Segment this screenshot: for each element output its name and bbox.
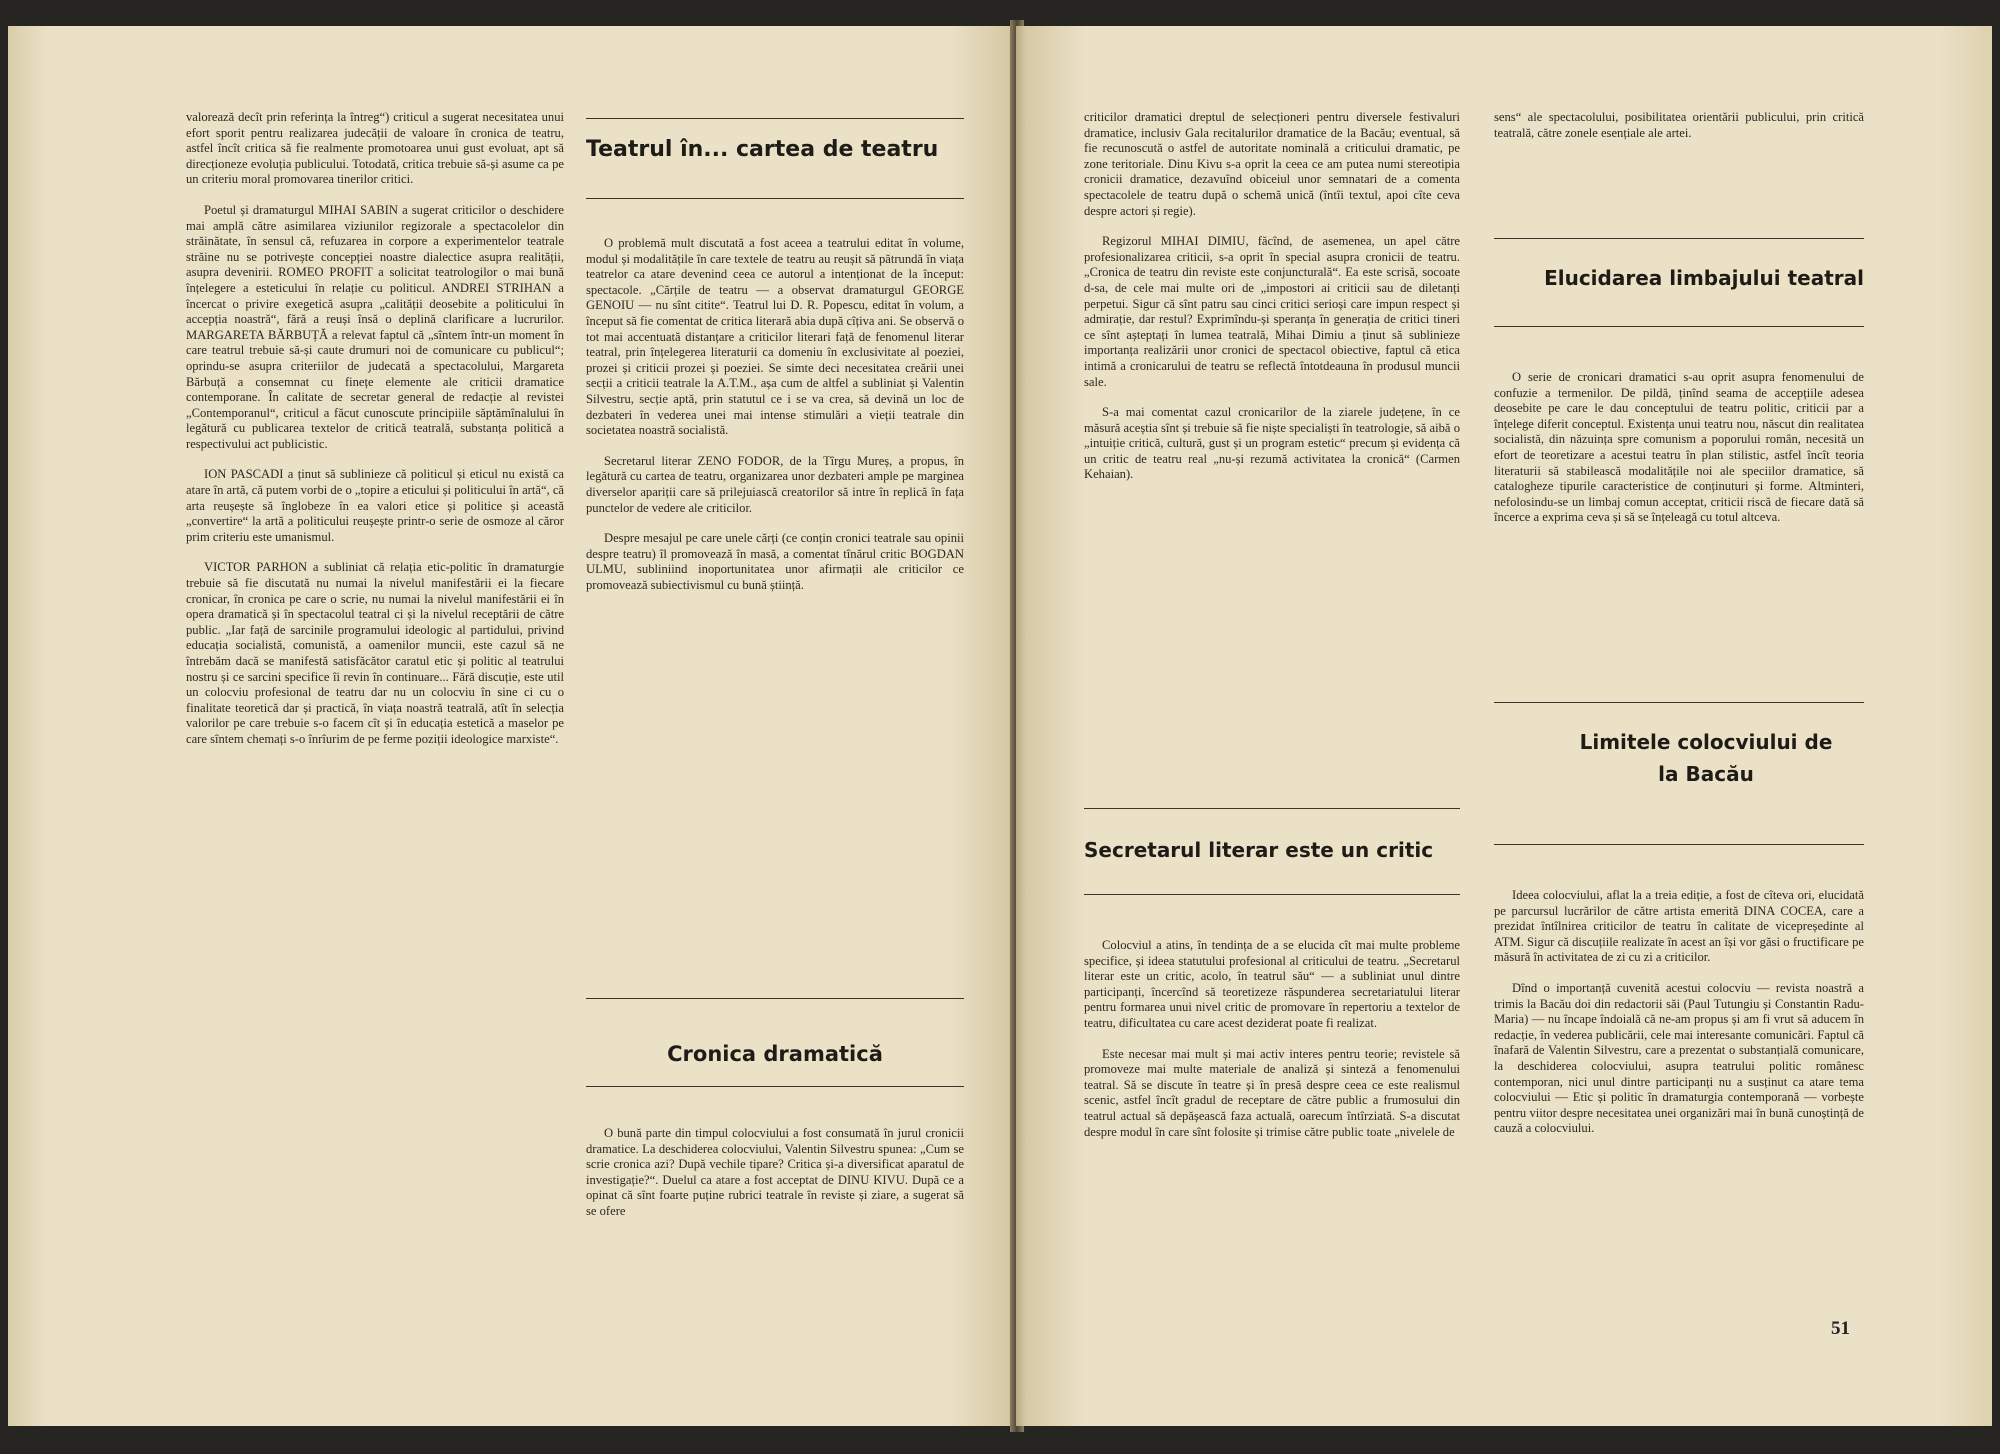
rule xyxy=(1084,894,1460,895)
paragraph: Poetul și dramaturgul MIHAI SABIN a sugerat criticilor o deschidere mai amplă către asimilarea viziunilor regizorale a spectacolelor din străinătate, în sensul că, refuzarea in corpore a experimentelor teatrale străine nu se potrivește concepției noastre dialectice asupra realității, asupra devenirii. ROMEO PROFIT a solicitat teatrologilor o mai bună înțelegere a esteticului în relație cu politicul. ANDREI STRIHAN a încercat o privire exegetică asupra „calității deosebite a politicului în accepția noastră“, fără a reuși însă o deplină clarificare a lucrurilor. MARGARETA BĂRBUȚĂ a relevat faptul că „sîntem într-un moment în care teatrul trebuie să-și caute drumuri noi de comunicare cu publicul“; oprindu-se asupra criteriilor de judecată a spectacolului, Margareta Bărbuță a consemnat cu finețe elemente ale criticii dramatice contemporane. În calitate de secretar general de redacție al revistei „Contemporanul“, criticul a făcut cunoscute principiile săptămînalului în legătură cu publicarea textelor de critică teatrală, substanța politică a respectivului act publicistic. xyxy=(186,202,564,451)
paragraph: Regizorul MIHAI DIMIU, făcînd, de asemenea, un apel către profesionalizarea criticii, s-a oprit în special asupra cronicii de teatru. „Cronica de teatru din reviste este conjuncturală“. Ea este scrisă, socoate d-sa, de cele mai multe ori de „impostori ai criticii sau de diletanți perpetui. Sigur că sînt patru sau cinci critici serioși care impun respect și admirație, dar restul? Exprimîndu-și speranța în generația de critici tineri ce sînt așteptați în lumea teatrală, Mihai Dimiu a ținut să sublinieze importanța realizării unor cronici de spectacol obiective, faptul că etica intimă a cronicarului de teatru se reflectă întotdeauna în produsul muncii sale. xyxy=(1084,234,1460,389)
column-2 xyxy=(586,236,964,608)
paragraph: Dînd o importanță cuvenită acestui colocviu — revista noastră a trimis la Bacău doi din redactorii săi (Paul Tutungiu și Constantin Radu-Maria) — nu încape îndoială că ne-am propus și am fi vrut să aducem în redacție, în vederea publicării, cele mai interesante comunicări. Faptul că înafară de Valentin Silvestru, care a prezentat o substanțială comunicare, la deschiderea colocviului, asupra teatrului politic românesc contemporan, nici unul dintre participanți nu a susținut ca atare tema colocviului — Etic și politic în dramaturgia contemporană — vorbește pentru viitor despre necesitatea unei organizări mai în bună cunoștință de cauză a colocviului. xyxy=(1494,980,1864,1136)
paragraph: VICTOR PARHON a subliniat că relația etic-politic în dramaturgie trebuie să fie discutată nu numai la nivelul manifestării ei la fiecare cronicar, în cronica pe care o scrie, nu numai la nivelul manifestării ei în opera dramatică și în spectacolul teatral ci și la nivelul receptării de către public. „Iar față de sarcinile programului ideologic al partidului, privind educația socialistă, comunistă, a oamenilor muncii, este cazul să ne întrebăm dacă se manifestă satisfăcător caratul etic și politic al teatrului nostru și ce sarcini specifice îi revin în continuare... Fără discuție, este util un colocviu profesional de teatru dar nu un colocviu în sine ci cu o finalitate teoretică dar și practică, în viața noastră teatrală, atît în selecția valorilor pe care trebuie s-o facem cît și în educația estetică a maselor pe care sîntem chemați s-o înrîurim de pe ferme poziții ideologice marxiste“. xyxy=(186,560,564,746)
paragraph: O problemă mult discutată a fost aceea a teatrului editat în volume, modul și modalitățile în care textele de teatru au reușit să pătrundă în viața teatrelor ca atare devenind ceea ce autorul a intenționat de la început: spectacole. „Cărțile de teatru — a observat dramaturgul GEORGE GENOIU — nu sînt citite“. Teatrul lui D. R. Popescu, editat în volum, a început să fie comentat de critica literară abia după cîțiva ani. Se observă o tot mai accentuată distanțare a criticilor literari față de fenomenul literar teatral, prin înțelegerea literaturii ca domeniu în exclusivitate al poeziei, prozei și criticii prozei și poeziei. Se simte deci necesitatea creării unei secții a criticii teatrale la A.T.M., așa cum de altfel a subliniat și Valentin Silvestru, secție aptă, prin statutul ce i se va crea, să devină un loc de dezbateri în vederea unei mai intense stimulări a vieții teatrale din societatea noastră socialistă. xyxy=(586,236,964,438)
heading-teatrul: Teatrul în... cartea de teatru xyxy=(586,137,939,162)
page-number: 51 xyxy=(1831,1318,1850,1339)
paragraph: Secretarul literar ZENO FODOR, de la Tîrgu Mureș, a propus, în legătură cu cartea de teatru, organizarea unor dezbateri ample pe marginea diverselor apariții care să prilejuiască creatorilor să intre în replică în fața punctelor de vedere ale criticilor. xyxy=(586,453,964,515)
rule xyxy=(586,998,964,999)
paragraph: Colocviul a atins, în tendința de a se elucida cît mai multe probleme specifice, și ideea statutului profesional al criticului de teatru. „Secretarul literar este un critic, acolo, în teatrul său“ — a subliniat unul dintre participanți, încercînd să teoretizeze răspunderea secretariatului literar pentru formarea unui nivel critic de promovare în repertoriu a textelor de teatru, dificultatea cu care acest deziderat poate fi realizat. xyxy=(1084,938,1460,1030)
column-3 xyxy=(1084,110,1460,498)
rule xyxy=(586,118,964,119)
rule xyxy=(1494,702,1864,703)
paragraph: Ideea colocviului, aflat la a treia ediție, a fost de cîteva ori, elucidată pe parcursul lucrărilor de către artista emerită DINA COCEA, care a prezidat întîlnirea criticilor de teatru în calitate de vicepreședinte al ATM. Sigur că discuțiile realizate în acest an își vor găsi o fructificare pe măsură în activitatea de zi cu zi a criticilor. xyxy=(1494,888,1864,965)
heading-secretarul: Secretarul literar este un critic xyxy=(1084,838,1434,862)
paragraph: valorează decît prin referința la întreg“) criticul a sugerat necesitatea unui efort sporit pentru realizarea judecății de valoare în cronica de teatru, astfel încît critica să fie realmente promotoarea unui gust evoluat, apt să direcționeze evoluția publicului. Totodată, critica trebuie să-și asume ca pe un criteriu moral promovarea tinerilor critici. xyxy=(186,110,564,187)
paragraph: O bună parte din timpul colocviului a fost consumată în jurul cronicii dramatice. La deschiderea colocviului, Valentin Silvestru spunea: „Cum se scrie cronica azi? După vechile tipare? Critica și-a diversificat aparatul de investigație?“. Duelul ca atare a fost acceptat de DINU KIVU. După ce a opinat că sînt foarte puține rubrici teatrale în reviste și ziare, a sugerat să se ofere xyxy=(586,1126,964,1218)
column-2b xyxy=(586,1126,964,1235)
paragraph: criticilor dramatici dreptul de selecționeri pentru diversele festivaluri dramatice, inclusiv Gala recitalurilor dramatice de la Bacău; eventual, să fie recunoscută o astfel de autoritate nominală a criticului dramatic, pe zone teritoriale. Dinu Kivu s-a oprit la ceea ce am putea numi stereotipia cronicii dramatice, dezavuînd obiceiul unor semnatari de a comenta spectacolele de teatru după o schemă unică (întîi textul, apoi cîte ceva despre actori și regie). xyxy=(1084,110,1460,218)
column-1 xyxy=(186,110,564,763)
rule xyxy=(1494,326,1864,327)
paragraph: Este necesar mai mult și mai activ interes pentru teorie; revistele să promoveze mai multe materiale de analiză și sinteză a fenomenului teatral. Să se discute în teatre și în presă despre ceea ce este realismul scenic, astfel încît gradul de receptare de către public a frumosului din teatrul actual să depășească faza actuală, oarecum întîrziată. S-a discutat despre modul în care sînt folosite și trimise către public toate „nivelele de xyxy=(1084,1046,1460,1139)
heading-cronica: Cronica dramatică xyxy=(667,1042,883,1066)
paragraph: O serie de cronicari dramatici s-au oprit asupra fenomenului de confuzie a termenilor. De pildă, ținînd seama de accepțiile adesea deosebite pe care le dau conceptului de teatru politic, criticii par a înțelege diferit conceptul. Existența unui teatru nou, născut din realitatea socialistă, din năzuința spre comunism a poporului român, necesită un efort de teoretizare a acestui teatru în plan stilistic, astfel încît teoria literaturii să stabilească modalitățile noi ale speciilor dramatice, să catalogheze tipurile caracteristice de conținuturi și forme. Altminteri, nefolosindu-se un limbaj comun acceptat, criticii riscă de fiecare dată să încerce a exprima ceva și să se înțeleagă cu totul altceva. xyxy=(1494,370,1864,525)
paragraph: Despre mesajul pe care unele cărți (ce conțin cronici teatrale sau opinii despre teatru) îl promovează în masă, a comentat tînărul critic BOGDAN ULMU, subliniind inoportunitatea unor afirmații ale criticilor ce promovează subiectivismul cu bună știință. xyxy=(586,531,964,592)
rule xyxy=(586,198,964,199)
left-page xyxy=(8,26,1016,1426)
right-page xyxy=(1016,26,1992,1426)
column-3b xyxy=(1084,938,1460,1155)
heading-elucidarea: Elucidarea limbajului teatral xyxy=(1544,266,1864,290)
paragraph: sens“ ale spectacolului, posibilitatea orientării publicului, prin critică teatrală, către zonele esențiale ale artei. xyxy=(1494,110,1864,140)
column-4 xyxy=(1494,370,1864,541)
rule xyxy=(586,1086,964,1087)
column-4-top xyxy=(1494,110,1864,156)
rule xyxy=(1494,844,1864,845)
paragraph: ION PASCADI a ținut să sublinieze că politicul și eticul nu există ca atare în artă, că putem vorbi de o „topire a eticului și politicului în artă“, că arta reușește să înglobeze în ea valori etice și politice și această „convertire“ la artă a politicului reușește printr-o serie de osmoze al căror prim criteriu este umanismul. xyxy=(186,467,565,544)
rule xyxy=(1084,808,1460,809)
column-4b xyxy=(1494,888,1864,1152)
paragraph: S-a mai comentat cazul cronicarilor de la ziarele județene, în ce măsură aceștia sînt și trebuie să fie niște specialiști în teatrologie, să aibă o „intuiție critică, cultură, gust și un program estetic“ precum și evidența că un critic de teatru real „nu-și rezumă activitatea la cronică“ (Carmen Kehaian). xyxy=(1084,405,1460,482)
heading-limitele: Limitele colocviului de la Bacău xyxy=(1579,730,1833,786)
rule xyxy=(1494,238,1864,239)
